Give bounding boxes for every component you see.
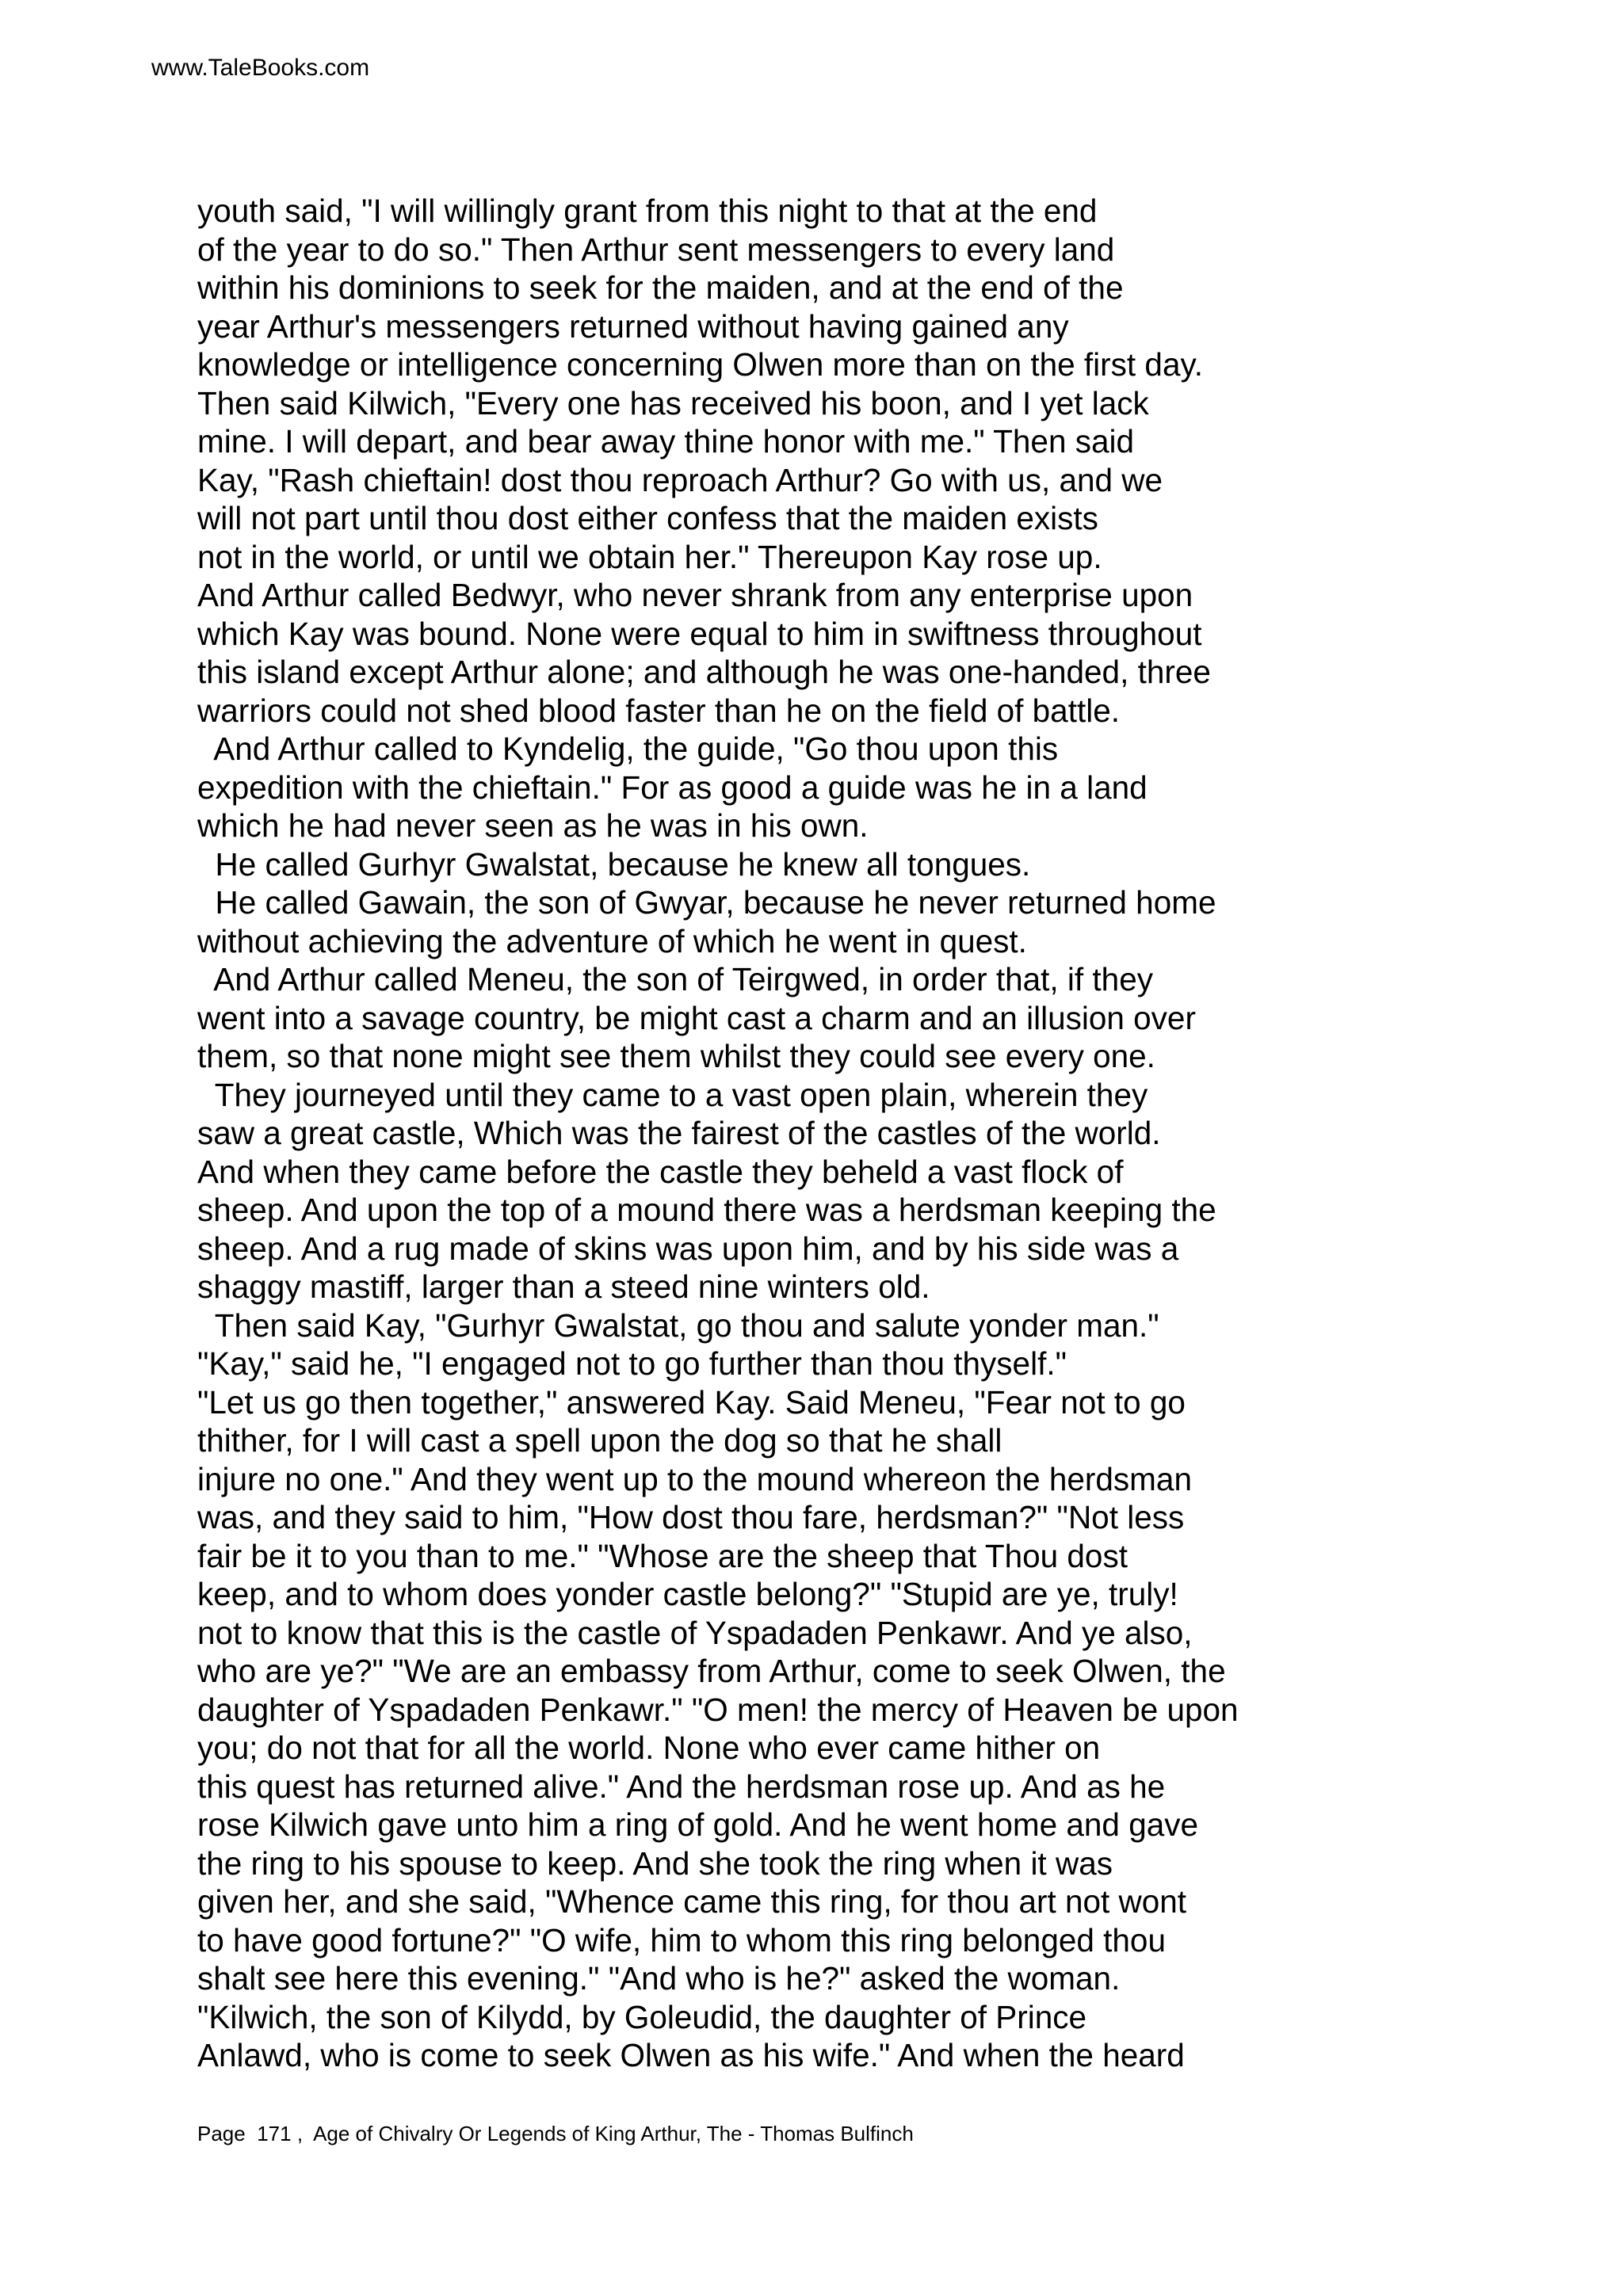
text-line: And Arthur called Bedwyr, who never shrank from any enterprise upon <box>197 577 1193 613</box>
text-line: rose Kilwich gave unto him a ring of gold. And he went home and gave <box>197 1806 1199 1843</box>
text-line: knowledge or intelligence concerning Olwen more than on the first day. <box>197 346 1203 383</box>
page-body-text <box>197 192 1545 2075</box>
text-line: And Arthur called to Kyndelig, the guide, "Go thou upon this <box>197 730 1059 767</box>
text-line: sheep. And a rug made of skins was upon him, and by his side was a <box>197 1230 1179 1267</box>
text-line: this quest has returned alive." And the herdsman rose up. And as he <box>197 1768 1166 1805</box>
text-line: He called Gurhyr Gwalstat, because he knew all tongues. <box>197 845 1031 883</box>
book-title: Age of Chivalry Or Legends of King Arthur, The - Thomas Bulfinch <box>313 2122 914 2145</box>
text-line: you; do not that for all the world. None who ever came hither on <box>197 1730 1101 1766</box>
text-line: which Kay was bound. None were equal to him in swiftness throughout <box>197 615 1202 652</box>
text-line: within his dominions to seek for the maiden, and at the end of the <box>197 269 1124 306</box>
text-line: shaggy mastiff, larger than a steed nine winters old. <box>197 1268 930 1305</box>
text-line: year Arthur's messengers returned without having gained any <box>197 307 1069 345</box>
text-line: "Kilwich, the son of Kilydd, by Goleudid, the daughter of Prince <box>197 1998 1087 2035</box>
text-line: "Let us go then together," answered Kay. Said Meneu, "Fear not to go <box>197 1383 1186 1421</box>
text-line: Then said Kilwich, "Every one has received his boon, and I yet lack <box>197 384 1149 421</box>
page-footer <box>197 2120 914 2147</box>
text-line: this island except Arthur alone; and although he was one-handed, three <box>197 654 1211 690</box>
text-line: And Arthur called Meneu, the son of Teirgwed, in order that, if they <box>197 961 1153 997</box>
text-line: He called Gawain, the son of Gwyar, because he never returned home <box>197 884 1216 921</box>
text-line: keep, and to whom does yonder castle belong?" "Stupid are ye, truly! <box>197 1576 1178 1612</box>
text-line: fair be it to you than to me." "Whose are the sheep that Thou dost <box>197 1537 1128 1574</box>
text-line: was, and they said to him, "How dost thou fare, herdsman?" "Not less <box>197 1499 1185 1535</box>
page-label: Page <box>197 2122 246 2145</box>
text-line: who are ye?" "We are an embassy from Arthur, come to seek Olwen, the <box>197 1653 1226 1689</box>
text-line: will not part until thou dost either confess that the maiden exists <box>197 500 1098 536</box>
text-line: of the year to do so." Then Arthur sent messengers to every land <box>197 231 1115 268</box>
text-line: youth said, "I will willingly grant from this night to that at the end <box>197 193 1098 229</box>
text-line: Kay, "Rash chieftain! dost thou reproach Arthur? Go with us, and we <box>197 461 1163 498</box>
text-line: to have good fortune?" "O wife, him to whom this ring belonged thou <box>197 1921 1166 1958</box>
text-line: shalt see here this evening." "And who is he?" asked the woman. <box>197 1960 1121 1997</box>
text-line: daughter of Yspadaden Penkawr." "O men! the mercy of Heaven be upon <box>197 1691 1239 1728</box>
text-line: sheep. And upon the top of a mound there was a herdsman keeping the <box>197 1192 1216 1228</box>
text-line: them, so that none might see them whilst they could see every one. <box>197 1038 1155 1074</box>
text-line: which he had never seen as he was in his own. <box>197 807 869 844</box>
text-line: without achieving the adventure of which he went in quest. <box>197 922 1027 959</box>
text-line: not in the world, or until we obtain her." Thereupon Kay rose up. <box>197 538 1102 575</box>
text-line: the ring to his spouse to keep. And she took the ring when it was <box>197 1844 1113 1882</box>
text-line: And when they came before the castle they beheld a vast flock of <box>197 1153 1124 1190</box>
text-line: given her, and she said, "Whence came this ring, for thou art not wont <box>197 1883 1187 1920</box>
text-line: saw a great castle, Which was the fairest of the castles of the world. <box>197 1115 1161 1151</box>
text-line: expedition with the chieftain." For as good a guide was he in a land <box>197 769 1148 806</box>
text-line: thither, for I will cast a spell upon the dog so that he shall <box>197 1422 1002 1459</box>
footer-separator: , <box>296 2122 304 2145</box>
page-number: 171 <box>257 2122 292 2145</box>
text-line: "Kay," said he, "I engaged not to go further than thou thyself." <box>197 1345 1067 1382</box>
text-line: went into a savage country, be might cast a charm and an illusion over <box>197 999 1196 1036</box>
text-line: mine. I will depart, and bear away thine honor with me." Then said <box>197 423 1135 460</box>
text-line: Anlawd, who is come to seek Olwen as his wife." And when the heard <box>197 2037 1185 2073</box>
site-url-header: www.TaleBooks.com <box>151 55 370 81</box>
text-line: They journeyed until they came to a vast open plain, wherein they <box>197 1076 1148 1113</box>
text-line: injure no one." And they went up to the mound whereon the herdsman <box>197 1460 1192 1497</box>
text-line: not to know that this is the castle of Yspadaden Penkawr. And ye also, <box>197 1614 1193 1651</box>
text-line: Then said Kay, "Gurhyr Gwalstat, go thou and salute yonder man." <box>197 1306 1159 1344</box>
text-line: warriors could not shed blood faster than he on the field of battle. <box>197 692 1120 729</box>
